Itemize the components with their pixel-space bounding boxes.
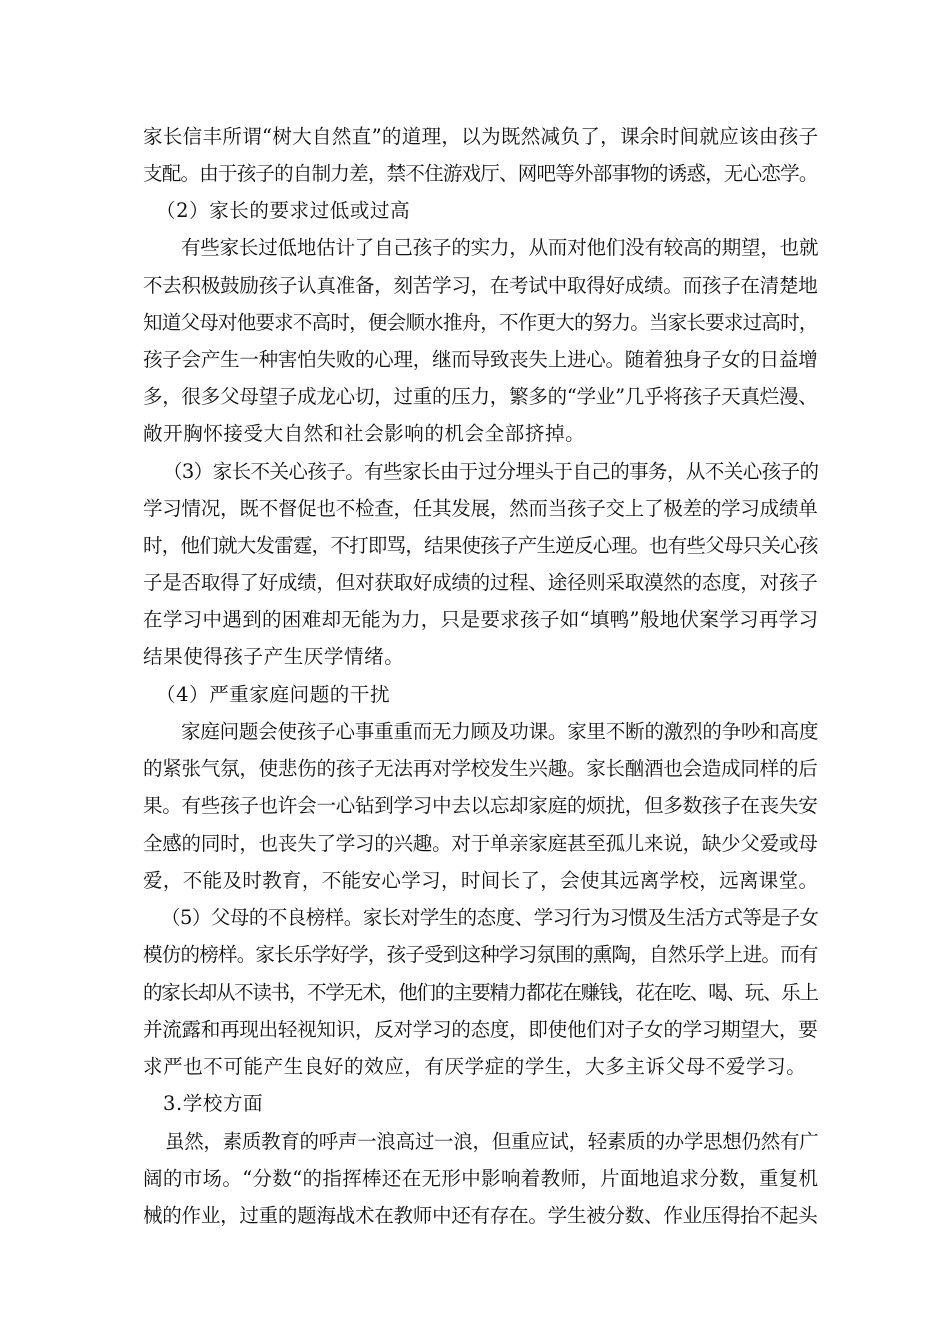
body-line: 时，他们就大发雷霆，不打即骂，结果使孩子产生逆反心理。也有些父母只关心孩	[143, 534, 818, 557]
body-line: 支配。由于孩子的自制力差，禁不住游戏厅、网吧等外部事物的诱惑，无心恋学。	[143, 162, 818, 185]
body-line: 果。有些孩子也许会一心钻到学习中去以忘却家庭的烦扰，但多数孩子在丧失安	[143, 794, 818, 817]
paragraph-first-line: （3）家长不关心孩子。有些家长由于过分埋头于自己的事务，从不关心孩子的	[163, 460, 819, 483]
body-line: 的紧张气氛，使悲伤的孩子无法再对学校发生兴趣。家长酗酒也会造成同样的后	[143, 757, 818, 780]
body-line: 在学习中遇到的困难却无能为力，只是要求孩子如“填鸭”般地伏案学习再学习	[143, 608, 819, 631]
paragraph-first-line: （5）父母的不良榜样。家长对学生的态度、学习行为习惯及生活方式等是子女	[161, 906, 819, 929]
body-line: 并流露和再现出轻视知识，反对学习的态度，即使他们对子女的学习期望大，要	[143, 1018, 818, 1041]
body-line: 阔的市场。“分数“的指挥棒还在无形中影响着教师，片面地追求分数，重复机	[143, 1167, 819, 1190]
body-line: 械的作业，过重的题海战术在教师中还有存在。学生被分数、作业压得抬不起头	[143, 1204, 818, 1227]
section-heading: 3.学校方面	[163, 1092, 264, 1115]
subheading: （2）家长的要求过低或过高	[156, 199, 411, 222]
body-line: 不去积极鼓励孩子认真准备，刻苦学习，在考试中取得好成绩。而孩子在清楚地	[143, 274, 818, 297]
body-line: 学习情况，既不督促也不检查，任其发展，然而当孩子交上了极差的学习成绩单	[143, 497, 818, 520]
subheading: （4）严重家庭问题的干扰	[156, 683, 391, 706]
body-line: 子是否取得了好成绩，但对获取好成绩的过程、途径则采取漠然的态度，对孩子	[143, 571, 818, 594]
body-line: 家长信丰所谓“树大自然直”的道理，以为既然减负了，课余时间就应该由孩子	[143, 125, 819, 148]
body-line: 爱，不能及时教育，不能安心学习，时间长了，会使其远离学校，远离课堂。	[143, 869, 819, 892]
body-line: 孩子会产生一种害怕失败的心理，继而导致丧失上进心。随着独身子女的日益增	[143, 348, 818, 371]
body-line: 敞开胸怀接受大自然和社会影响的机会全部挤掉。	[143, 422, 586, 445]
body-line: 结果使得孩子产生厌学情绪。	[143, 645, 405, 668]
paragraph-first-line: 家庭问题会使孩子心事重重而无力顾及功课。家里不断的激烈的争吵和高度	[181, 720, 819, 743]
body-line: 求严也不可能产生良好的效应，有厌学症的学生，大多主诉父母不爱学习。	[143, 1055, 807, 1078]
body-line: 的家长却从不读书，不学无术，他们的主要精力都花在赚钱，花在吃、喝、玩、乐上	[143, 981, 818, 1004]
body-line: 知道父母对他要求不高时，便会顺水推舟，不作更大的努力。当家长要求过高时，	[143, 311, 818, 334]
body-line: 多，很多父母望子成龙心切，过重的压力，繁多的“学业”几乎将孩子天真烂漫、	[143, 385, 818, 408]
paragraph-first-line: 有些家长过低地估计了自己孩子的实力，从而对他们没有较高的期望，也就	[181, 236, 819, 259]
paragraph-first-line: 虽然，素质教育的呼声一浪高过一浪，但重应试，轻素质的办学思想仍然有广	[165, 1130, 819, 1153]
body-line: 模仿的榜样。家长乐学好学，孩子受到这种学习氛围的熏陶，自然乐学上进。而有	[143, 943, 818, 966]
body-line: 全感的同时，也丧失了学习的兴趣。对于单亲家庭甚至孤儿来说，缺少父爱或母	[143, 832, 818, 855]
